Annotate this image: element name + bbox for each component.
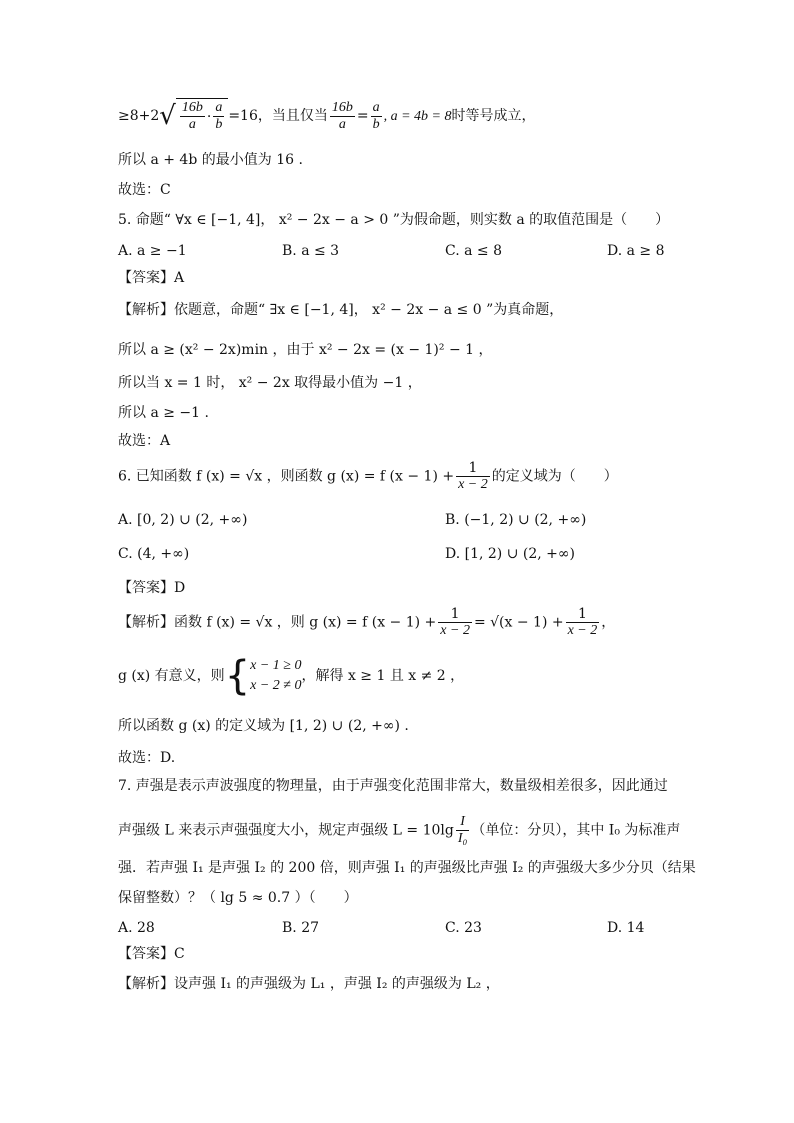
- fraction: $\frac{1}{x - 2}$: [567, 606, 598, 638]
- question-7-line-4: 保留整数）？（ lg 5 ≈ 0.7 ）（ ）: [118, 890, 358, 906]
- condition-text: ，当且仅当: [257, 108, 328, 124]
- question-7-line-3: 强．若声强 I₁ 是声强 I₂ 的 200 倍，则声强 I₁ 的声强级比声强 I₂ 的声强级大多少分贝（结果: [118, 860, 696, 876]
- q7-option-b: B. 27: [282, 920, 320, 936]
- q6-option-b: B. (−1, 2) ∪ (2, +∞): [445, 512, 587, 528]
- q5-explanation-4: 所以 a ≥ −1 .: [118, 405, 209, 421]
- min-value-line: 所以 a + 4b 的最小值为 16 .: [118, 152, 303, 168]
- q6-option-a: A. [0, 2) ∪ (2, +∞): [118, 512, 248, 528]
- fraction: $\frac{16b}{a}$: [181, 100, 203, 132]
- q6-choice: 故选：D.: [118, 750, 176, 766]
- q5-option-b: B. a ≤ 3: [282, 243, 340, 259]
- q5-option-d: D. a ≥ 8: [607, 243, 665, 259]
- q7-explanation-1: 【解析】设声强 I₁ 的声强级为 L₁ ，声强 I₂ 的声强级为 L₂ ，: [118, 976, 500, 992]
- q5-explanation-2: 所以 a ≥ (x² − 2x)min ，由于 x² − 2x = (x − 1)² − 1 ，: [118, 342, 493, 358]
- inequality-system: x − 1 ≥ 0 x − 2 ≠ 0: [250, 658, 302, 693]
- fraction: $\frac{a}{b}$: [372, 99, 380, 132]
- q6-explanation-1: 【解析】函数 f (x) = √x ，则 g (x) = f (x − 1) + $\frac{1}{x - 2}$ = √(x − 1) + $\frac{1}{x - 2}$ ，: [118, 606, 616, 638]
- question-5: 5. 命题“ ∀x ∈ [−1, 4]， x² − 2x − a > 0 ”为假命题，则实数 a 的取值范围是（ ）: [118, 212, 670, 228]
- sqrt-expression: √ $\frac{16b}{a}$ · $\frac{a}{b}$: [159, 98, 228, 134]
- equality-condition: , a = 4b = 8: [383, 109, 452, 124]
- q5-option-c: C. a ≤ 8: [445, 243, 502, 259]
- q6-option-c: C. (4, +∞): [118, 546, 190, 562]
- fraction: $\frac{16b}{a}$: [331, 99, 353, 132]
- eq-value: =16: [228, 108, 258, 124]
- fraction: $\frac{1}{x - 2}$: [440, 606, 470, 638]
- q7-option-c: C. 23: [445, 920, 482, 936]
- tail-text: 时等号成立，: [451, 108, 536, 124]
- inequality-line: ≥8+2 √ $\frac{16b}{a}$ · $\frac{a}{b}$ =16，当且仅当 $\frac{16b}{a}$ = $\frac{a}{b}$ , a = 4b = 8时等号成立，: [118, 99, 536, 132]
- eq-prefix: ≥8+2: [118, 108, 160, 124]
- question-6: 6. 已知函数 f (x) = √x ，则函数 g (x) = f (x − 1) + $\frac{1}{x - 2}$ 的定义域为（ ）: [118, 460, 618, 492]
- q6-explanation-3: 所以函数 g (x) 的定义域为 [1, 2) ∪ (2, +∞) .: [118, 718, 409, 734]
- q7-answer: 【答案】C: [118, 946, 185, 962]
- fraction: $\frac{1}{x - 2}$: [458, 460, 488, 492]
- q6-answer: 【答案】D: [118, 580, 186, 596]
- q5-explanation-3: 所以当 x = 1 时， x² − 2x 取得最小值为 −1 ，: [118, 375, 422, 391]
- fraction: $\frac{I}{\text{I₀}}$: [457, 814, 468, 846]
- q7-option-a: A. 28: [118, 920, 155, 936]
- q7-option-d: D. 14: [607, 920, 645, 936]
- choice-line: 故选：C: [118, 182, 171, 198]
- question-7-line-1: 7. 声强是表示声波强度的物理量，由于声强变化范围非常大，数量级相差很多，因此通过: [118, 778, 668, 794]
- q6-option-d: D. [1, 2) ∪ (2, +∞): [445, 546, 576, 562]
- fraction: $\frac{a}{b}$: [215, 100, 223, 132]
- q5-choice: 故选：A: [118, 433, 171, 449]
- question-7-line-2: 声强级 L 来表示声强强度大小，规定声强级 L = 10lg $\frac{I}{\text{I₀}}$ （单位：分贝），其中 I₀ 为标准声: [118, 814, 681, 846]
- q5-answer: 【答案】A: [118, 270, 185, 286]
- q5-option-a: A. a ≥ −1: [118, 243, 187, 259]
- q5-explanation-1: 【解析】依题意，命题“ ∃x ∈ [−1, 4]， x² − 2x − a ≤ 0 ”为真命题，: [118, 302, 564, 318]
- q6-explanation-2: g (x) 有意义，则{ x − 1 ≥ 0 x − 2 ≠ 0 ，解得 x ≥ 1 且 x ≠ 2 ，: [118, 653, 465, 699]
- brace-icon: {: [224, 653, 251, 699]
